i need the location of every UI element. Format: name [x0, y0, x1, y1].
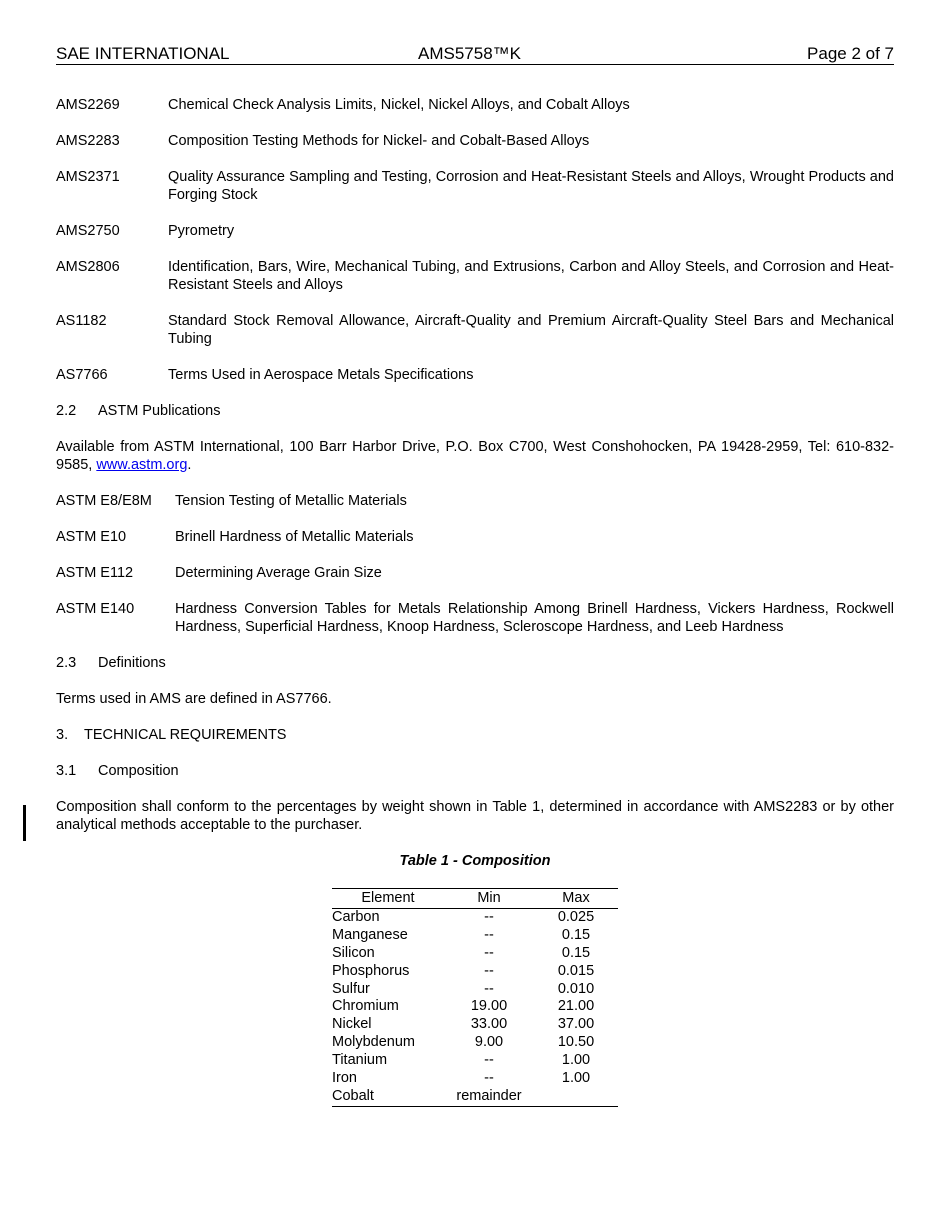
element-cell: Molybdenum [332, 1034, 416, 1051]
column-header: Max [534, 889, 618, 909]
reference-item [56, 492, 894, 510]
max-cell: 10.50 [557, 1034, 595, 1051]
element-cell: Silicon [332, 944, 375, 961]
composition-table [332, 888, 618, 1107]
section-number: 3.1 [56, 763, 77, 779]
min-cell: 33.00 [470, 1016, 508, 1033]
table-caption: Table 1 - Composition [399, 853, 551, 869]
section-heading-2-3 [56, 654, 894, 672]
reference-code: ASTM E8/E8M [56, 493, 152, 509]
reference-code: AMS2283 [56, 133, 120, 149]
element-cell: Cobalt [332, 1087, 374, 1104]
table-row [332, 945, 618, 963]
table-row [332, 998, 618, 1016]
element-cell: Sulfur [332, 980, 370, 997]
max-cell [534, 1088, 618, 1106]
element-cell: Iron [332, 1070, 357, 1087]
element-cell: Nickel [332, 1016, 372, 1033]
table-row [332, 1070, 618, 1088]
reference-item [56, 312, 894, 348]
section-title: Definitions [98, 655, 166, 671]
header-doc-number: AMS5758™K [418, 44, 521, 63]
min-cell: remainder [456, 1087, 522, 1104]
reference-code: ASTM E112 [56, 565, 134, 581]
reference-title: Composition Testing Methods for Nickel- and Cobalt-Based Alloys [168, 133, 590, 149]
max-cell: 37.00 [557, 1016, 595, 1033]
reference-item [56, 168, 894, 204]
reference-item [56, 96, 894, 114]
reference-title: Pyrometry [168, 223, 235, 239]
min-cell: -- [484, 980, 494, 997]
header-page-number: Page 2 of 7 [807, 44, 894, 63]
max-cell: 0.15 [561, 926, 591, 943]
reference-item [56, 132, 894, 150]
max-cell: 1.00 [561, 1070, 591, 1087]
header-org: SAE INTERNATIONAL [56, 44, 230, 63]
max-cell: 1.00 [561, 1052, 591, 1069]
reference-code: AS7766 [56, 367, 108, 383]
column-header: Element [332, 889, 444, 909]
reference-title: Identification, Bars, Wire, Mechanical Tubing, and Extrusions, Carbon and Alloy Steels, and Corrosion and Heat-Resistant Steels and Alloys [168, 259, 894, 293]
max-cell: 0.025 [557, 908, 595, 925]
section-heading-3-1 [56, 762, 894, 780]
table-row [332, 963, 618, 981]
table-row [332, 1052, 618, 1070]
table-row [332, 981, 618, 999]
reference-title: Determining Average Grain Size [175, 565, 382, 581]
min-cell: -- [484, 926, 494, 943]
table-header-row [332, 889, 618, 909]
reference-item [56, 222, 894, 240]
reference-item [56, 564, 894, 582]
reference-code: ASTM E10 [56, 529, 127, 545]
astm-availability-text: Available from ASTM International, 100 Barr Harbor Drive, P.O. Box C700, West Conshohocken, PA 19428-2959, Tel: 610-832-9585, [56, 439, 894, 473]
document-body [56, 96, 894, 1107]
min-cell: -- [484, 962, 494, 979]
element-cell: Phosphorus [332, 962, 410, 979]
change-bar [23, 805, 26, 841]
element-cell: Titanium [332, 1052, 388, 1069]
element-cell: Carbon [332, 908, 380, 925]
reference-code: AMS2371 [56, 169, 120, 185]
reference-item [56, 258, 894, 294]
min-cell: 9.00 [474, 1034, 504, 1051]
section-title: TECHNICAL REQUIREMENTS [84, 727, 287, 743]
min-cell: -- [484, 1070, 494, 1087]
reference-item [56, 528, 894, 546]
min-cell: -- [484, 944, 494, 961]
min-cell: -- [484, 908, 494, 925]
element-cell: Chromium [332, 998, 399, 1015]
reference-item [56, 600, 894, 636]
table-row [332, 908, 618, 926]
min-cell: 19.00 [470, 998, 508, 1015]
reference-title: Standard Stock Removal Allowance, Aircraft-Quality and Premium Aircraft-Quality Steel Bars and Mechanical Tubing [168, 313, 894, 347]
table-row [332, 1016, 618, 1034]
table-row [332, 927, 618, 945]
astm-availability-paragraph [56, 438, 894, 474]
reference-code: AMS2269 [56, 97, 120, 113]
page-header [56, 44, 894, 65]
definitions-paragraph: Terms used in AMS are defined in AS7766. [56, 691, 332, 707]
reference-code: AS1182 [56, 313, 107, 329]
composition-paragraph: Composition shall conform to the percentages by weight shown in Table 1, determined in accordance with AMS2283 or by other analytical methods acceptable to the purchaser. [56, 799, 894, 833]
element-cell: Manganese [332, 926, 408, 943]
column-header: Min [444, 889, 534, 909]
reference-title: Brinell Hardness of Metallic Materials [175, 529, 414, 545]
astm-availability-end: . [187, 457, 192, 473]
section-heading-3 [56, 726, 894, 744]
astm-website-link[interactable]: www.astm.org [96, 457, 188, 473]
section-number: 2.3 [56, 655, 77, 671]
max-cell: 0.010 [557, 980, 595, 997]
reference-code: AMS2806 [56, 259, 120, 275]
max-cell: 0.15 [561, 944, 591, 961]
reference-code: AMS2750 [56, 223, 120, 239]
reference-title: Terms Used in Aerospace Metals Specifications [168, 367, 474, 383]
reference-title: Tension Testing of Metallic Materials [175, 493, 407, 509]
reference-title: Chemical Check Analysis Limits, Nickel, Nickel Alloys, and Cobalt Alloys [168, 97, 630, 113]
reference-code: ASTM E140 [56, 601, 135, 617]
sae-reference-list [56, 96, 894, 384]
reference-title: Hardness Conversion Tables for Metals Relationship Among Brinell Hardness, Vickers Hardness, Rockwell Hardness, Superficial Hardness, Knoop Hardness, Scleroscope Hardness, and Leeb Hardness [175, 601, 894, 635]
table-row [332, 1088, 618, 1106]
section-number: 2.2 [56, 403, 77, 419]
astm-reference-list [56, 492, 894, 636]
table-row [332, 1034, 618, 1052]
section-number: 3. [56, 727, 69, 743]
section-title: ASTM Publications [98, 403, 221, 419]
section-title: Composition [98, 763, 179, 779]
section-heading-2-2 [56, 402, 894, 420]
min-cell: -- [484, 1052, 494, 1069]
max-cell: 21.00 [557, 998, 595, 1015]
reference-item [56, 366, 894, 384]
reference-title: Quality Assurance Sampling and Testing, Corrosion and Heat-Resistant Steels and Alloys, Wrought Products and Forging Stock [168, 169, 894, 203]
max-cell: 0.015 [557, 962, 595, 979]
